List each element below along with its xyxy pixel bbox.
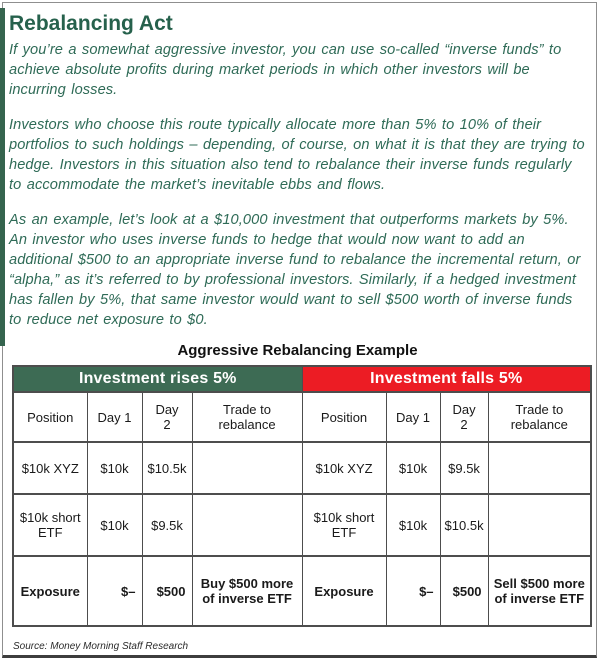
cell-trade: Sell $500 more of inverse ETF xyxy=(488,556,591,626)
cell-trade xyxy=(192,442,302,494)
col-header-day1-left: Day 1 xyxy=(87,392,142,442)
cell-day1: $10k xyxy=(386,494,440,556)
section-header-falls: Investment falls 5% xyxy=(302,366,591,392)
article-frame xyxy=(2,2,597,658)
section-header-rises: Investment rises 5% xyxy=(13,366,302,392)
col-header-trade-left: Trade to rebalance xyxy=(192,392,302,442)
source-attribution xyxy=(13,641,586,652)
table-row-xyz xyxy=(13,442,591,494)
col-header-position-right: Position xyxy=(302,392,386,442)
table-row-short-etf xyxy=(13,494,591,556)
cell-trade xyxy=(488,442,591,494)
source-prefix: Source: xyxy=(13,641,48,652)
cell-position: Exposure xyxy=(13,556,87,626)
table-row-exposure xyxy=(13,556,591,626)
table-title: Aggressive Rebalancing Example xyxy=(177,342,418,359)
cell-position: $10k XYZ xyxy=(13,442,87,494)
col-header-day2-left: Day 2 xyxy=(142,392,192,442)
cell-day2: $500 xyxy=(142,556,192,626)
page-title: Rebalancing Act xyxy=(9,12,173,35)
cell-day2: $9.5k xyxy=(440,442,488,494)
cell-day1: $10k xyxy=(386,442,440,494)
cell-day2: $9.5k xyxy=(142,494,192,556)
col-header-day1-right: Day 1 xyxy=(386,392,440,442)
intro-paragraph: If you’re a somewhat aggressive investor, you can use so-called “inverse funds” to achieve absolute profits during market periods in which other investors will be incurring losses. xyxy=(9,42,562,98)
cell-position: $10k short ETF xyxy=(13,494,87,556)
cell-position: Exposure xyxy=(302,556,386,626)
col-header-day2-right: Day 2 xyxy=(440,392,488,442)
cell-day1: $10k xyxy=(87,442,142,494)
cell-day2: $10.5k xyxy=(142,442,192,494)
source-name: Money Morning Staff Research xyxy=(50,641,189,652)
table-column-header-row xyxy=(13,392,591,442)
cell-position: $10k short ETF xyxy=(302,494,386,556)
cell-day1: $– xyxy=(386,556,440,626)
col-header-position-left: Position xyxy=(13,392,87,442)
cell-trade xyxy=(192,494,302,556)
table-section-header-row xyxy=(13,366,591,392)
cell-trade: Buy $500 more of inverse ETF xyxy=(192,556,302,626)
cell-position: $10k XYZ xyxy=(302,442,386,494)
allocation-paragraph: Investors who choose this route typically allocate more than 5% to 10% of their portfolios to such holdings – depending, of course, on what it is that they are trying to hedge. Investors in this situation also tend to rebalance their inverse funds regularly to accommodate the market’s inevitable ebbs and flows. xyxy=(9,117,585,193)
cell-day2: $10.5k xyxy=(440,494,488,556)
example-paragraph: As an example, let’s look at a $10,000 investment that outperforms markets by 5%. An investor who uses inverse funds to hedge that would now want to add an additional $500 to an appropriate inverse fund to rebalance the incremental return, or “alpha,” as it’s referred to by professional investors. Similarly, if a hedged investment has fallen by 5%, that same investor would want to sell $500 worth of inverse funds to reduce net exposure to $0. xyxy=(9,212,581,328)
left-accent-bar xyxy=(0,8,5,346)
cell-trade xyxy=(488,494,591,556)
cell-day2: $500 xyxy=(440,556,488,626)
rebalancing-example-table xyxy=(12,365,592,627)
cell-day1: $– xyxy=(87,556,142,626)
col-header-trade-right: Trade to rebalance xyxy=(488,392,591,442)
cell-day1: $10k xyxy=(87,494,142,556)
